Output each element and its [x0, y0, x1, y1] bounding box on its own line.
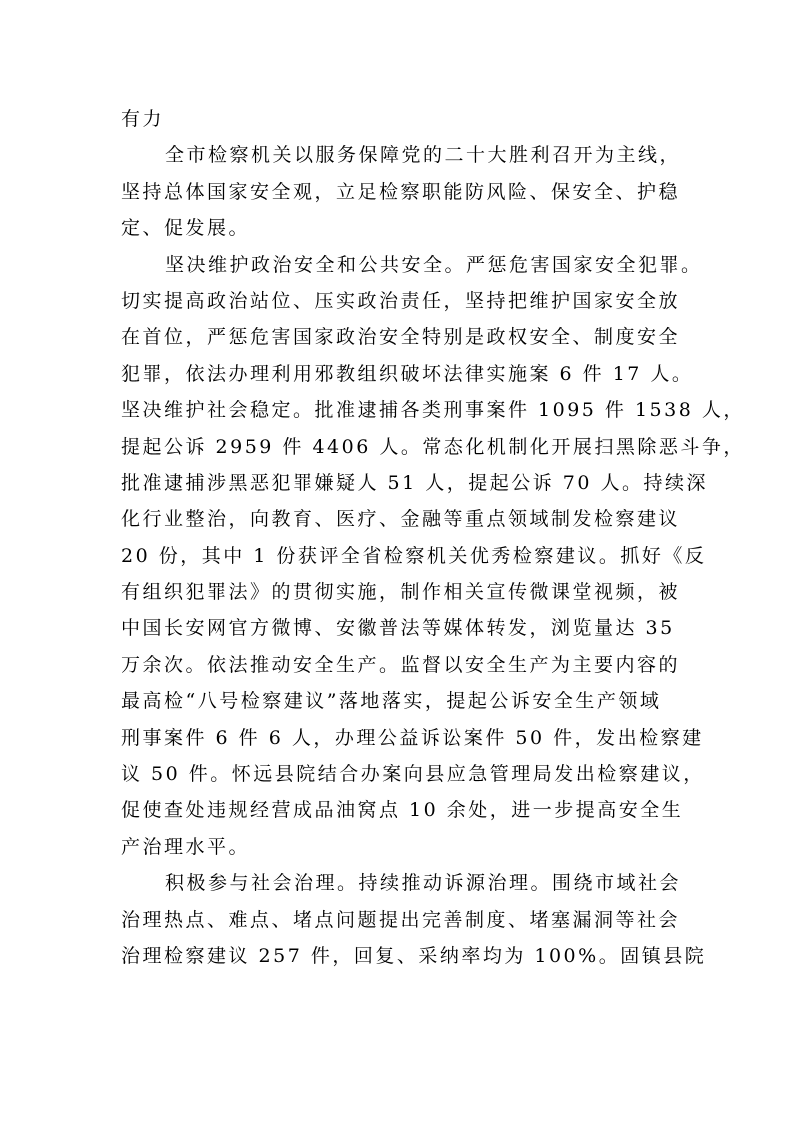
text-line: 最高检“八号检察建议”落地落实，提起公诉安全生产领域	[121, 690, 662, 713]
text-line: 治理热点、难点、堵点问题提出完善制度、堵塞漏洞等社会	[121, 908, 681, 931]
text-line: 切实提高政治站位、压实政治责任，坚持把维护国家安全放	[121, 289, 681, 312]
text-line: 促使查处违规经营成品油窝点 10 余处，进一步提高安全生	[121, 799, 684, 822]
paragraph-start-line: 积极参与社会治理。持续推动诉源治理。围绕市域社会	[165, 872, 682, 895]
text-line: 犯罪，依法办理利用邪教组织破坏法律实施案 6 件 17 人。	[121, 362, 694, 385]
paragraph-start-line: 坚决维护政治安全和公共安全。严惩危害国家安全犯罪。	[165, 253, 703, 276]
text-line: 坚持总体国家安全观，立足检察职能防风险、保安全、护稳	[121, 180, 681, 203]
body-text	[121, 101, 745, 974]
text-line: 刑事案件 6 件 6 人，办理公益诉讼案件 50 件，发出检察建	[121, 726, 704, 749]
text-line: 治理检察建议 257 件，回复、采纳率均为 100%。固镇县院	[121, 944, 707, 967]
text-line: 有组织犯罪法》的贯彻实施，制作相关宣传微课堂视频，被	[121, 581, 681, 604]
text-line: 议 50 件。怀远县院结合办案向县应急管理局发出检察建议，	[121, 763, 705, 786]
paragraph-start-line: 全市检察机关以服务保障党的二十大胜利召开为主线，	[165, 144, 682, 167]
text-line: 定、促发展。	[121, 217, 251, 240]
text-line: 产治理水平。	[121, 835, 251, 858]
text-line: 万余次。依法推动安全生产。监督以安全生产为主要内容的	[121, 653, 681, 676]
text-line: 20 份，其中 1 份获评全省检察机关优秀检察建议。抓好《反	[121, 544, 707, 567]
text-line: 有力	[121, 108, 165, 130]
text-line: 中国长安网官方微博、安徽普法等媒体转发，浏览量达 35	[121, 617, 675, 640]
text-line: 提起公诉 2959 件 4406 人。常态化机制化开展扫黑除恶斗争，	[121, 435, 745, 458]
text-line: 批准逮捕涉黑恶犯罪嫌疑人 51 人，提起公诉 70 人。持续深	[121, 471, 709, 494]
text-line: 坚决维护社会稳定。批准逮捕各类刑事案件 1095 件 1538 人，	[121, 399, 745, 422]
text-line: 在首位，严惩危害国家政治安全特别是政权安全、制度安全	[121, 326, 681, 349]
text-line: 化行业整治，向教育、医疗、金融等重点领域制发检察建议	[121, 508, 681, 531]
